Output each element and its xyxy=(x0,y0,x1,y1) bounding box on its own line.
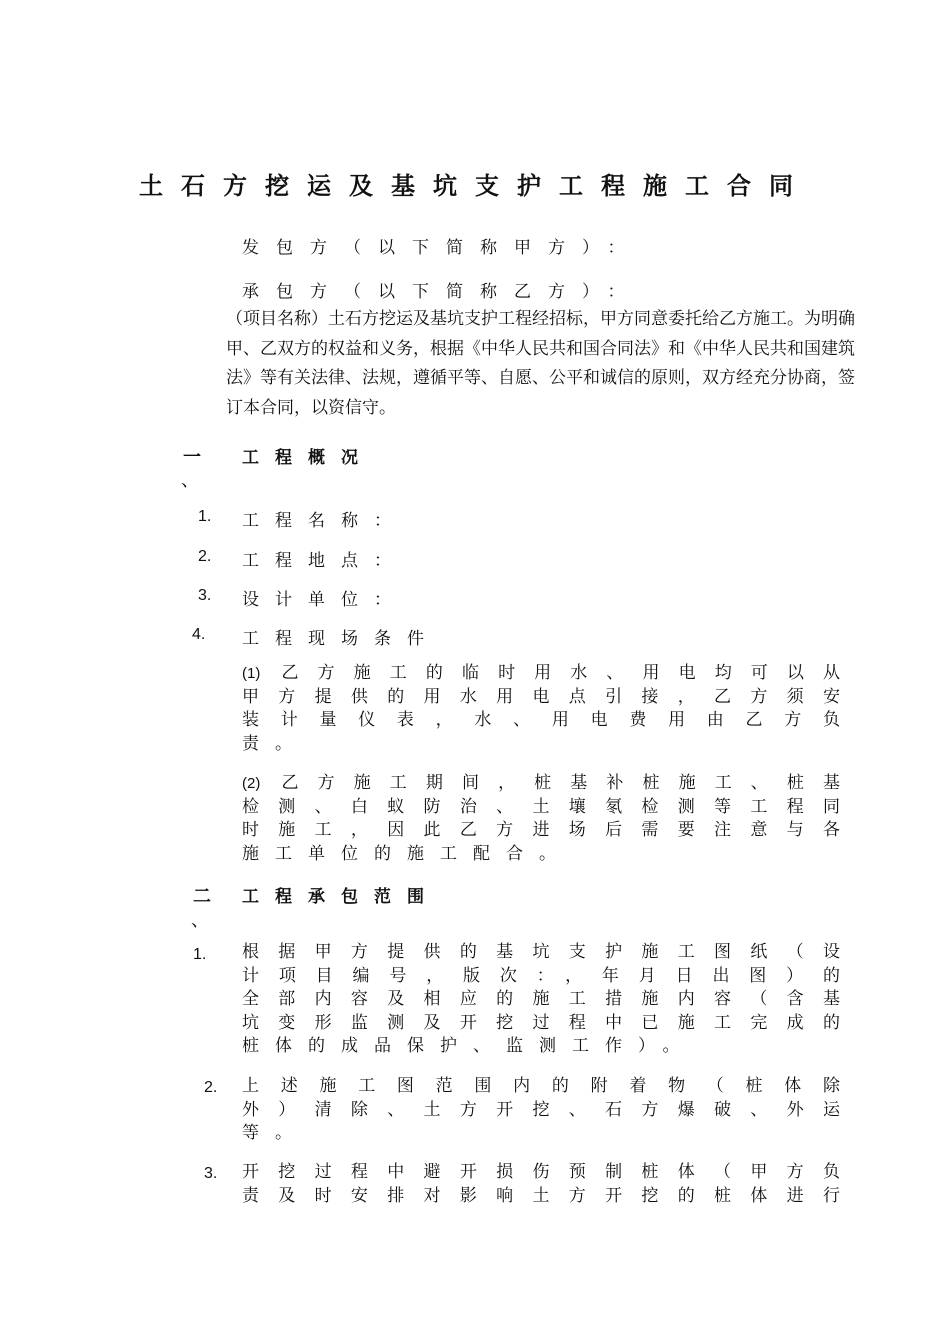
item-design-unit: 设计单位： xyxy=(242,590,407,610)
text-line: 装计量仪表，水、用电费用由乙方负 xyxy=(242,710,842,730)
item-number: 2. xyxy=(204,1079,218,1096)
text-line: 全部内容及相应的施工措施内容（含基 xyxy=(242,989,842,1009)
text-line: 外）清除、土方开挖、石方爆破、外运 xyxy=(242,1099,842,1120)
sub-item-coordination xyxy=(242,772,842,866)
intro-paragraph: （项目名称）土石方挖运及基坑支护工程经招标，甲方同意委托给乙方施工。为明确甲、乙双方的权益和义务，根据《中华人民共和国合同法》和《中华人民共和国建筑法》等有关法律、法规，遵循平等、自愿、公平和诚信的原则，双方经充分协商，签订本合同，以资信守。 xyxy=(226,309,855,418)
text-line: 等。 xyxy=(242,1123,308,1143)
section-1-title: 工程概况 xyxy=(242,448,374,468)
item-scope-drawings xyxy=(242,941,842,1059)
contractor-line: 承包方（以下简称乙方）： xyxy=(242,282,642,302)
item-project-name: 工程名称： xyxy=(242,511,407,531)
section-2-title: 工程承包范围 xyxy=(242,887,440,907)
text-line: 责及时安排对影响土方开挖的桩体进行 xyxy=(242,1185,842,1206)
section-1-comma: 、 xyxy=(181,470,199,491)
item-number: 3. xyxy=(198,587,212,604)
text-line: 根据甲方提供的基坑支护施工图纸（设 xyxy=(242,942,842,962)
text-line: 开挖过程中避开损伤预制桩体（甲方负 xyxy=(242,1162,842,1182)
item-number: 3. xyxy=(204,1165,218,1182)
item-number: 1. xyxy=(198,508,212,525)
sub-item-water-power xyxy=(242,662,842,756)
text-line: 上述施工图范围内的附着物（桩体除 xyxy=(242,1076,842,1096)
text-line: 检测、白蚁防治、土壤氡检测等工程同 xyxy=(242,796,842,817)
section-2-number: 二 xyxy=(193,886,211,907)
sub-item-number: (2) xyxy=(242,775,261,792)
item-number: 2. xyxy=(198,548,212,565)
section-1-number: 一 xyxy=(183,447,201,468)
text-line: 乙方施工期间，桩基补桩施工、桩基 xyxy=(264,773,842,793)
text-line: 施工单位的施工配合。 xyxy=(242,843,572,864)
text-line: 坑变形监测及开挖过程中已施工完成的 xyxy=(242,1012,842,1033)
item-project-location: 工程地点： xyxy=(242,551,407,571)
item-number: 4. xyxy=(192,626,206,643)
item-scope-clearing xyxy=(242,1075,842,1146)
item-scope-pile-protection xyxy=(242,1161,842,1208)
text-line: 计项目编号，版次：，年月日出图）的 xyxy=(242,965,842,986)
page-title: 土石方挖运及基坑支护工程施工合同 xyxy=(139,172,811,200)
item-number: 1. xyxy=(193,946,207,963)
sub-item-number: (1) xyxy=(242,665,261,682)
text-line: 责。 xyxy=(242,733,308,754)
section-2-comma: 、 xyxy=(191,910,209,931)
text-line: 桩体的成品保护、监测工作）。 xyxy=(242,1036,696,1056)
text-line: 甲方提供的用水用电点引接，乙方须安 xyxy=(242,686,842,707)
text-line: 乙方施工的临时用水、用电均可以从 xyxy=(264,663,842,683)
item-site-conditions: 工程现场条件 xyxy=(242,629,440,649)
employer-line: 发包方（以下简称甲方）： xyxy=(242,238,642,258)
text-line: 时施工，因此乙方进场后需要注意与各 xyxy=(242,820,842,840)
